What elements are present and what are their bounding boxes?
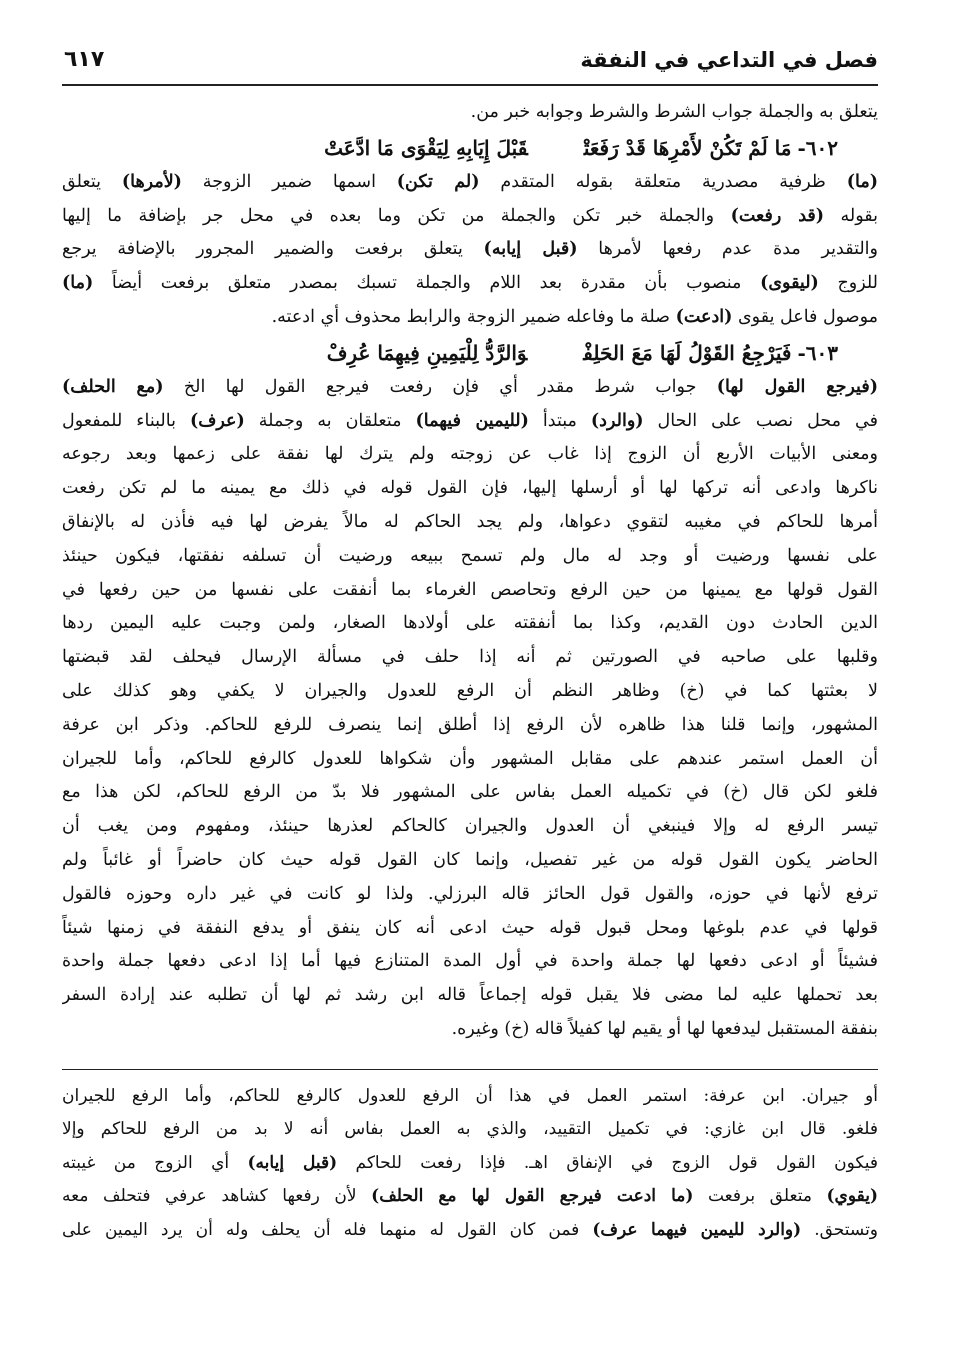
line-part: والجملة خبر تكن والجملة من تكن وما بعده في محل جر بإضافة ما إليها bbox=[62, 205, 731, 226]
footnotes bbox=[62, 1080, 878, 1248]
term: (قبل إيابه) bbox=[247, 1152, 338, 1173]
line-part: موصول فاعل يقوى bbox=[732, 306, 878, 327]
line-part: أي الزوج من غيبته bbox=[62, 1152, 248, 1173]
text-line: وقلبها على صاحبه في الصورتين ثم أنه إذا حلف في مسألة الإرسال فيحلف لقد قبضتها bbox=[62, 647, 878, 668]
line-part: فيكون القول قول الزوج في الإنفاق اهـ. فإذا رفعت للحاكم bbox=[337, 1152, 878, 1173]
term: (والرد لليمين فيهما عرف) bbox=[592, 1219, 802, 1240]
term: (فيرجع القول لها) bbox=[716, 376, 878, 397]
text-line bbox=[62, 233, 878, 267]
line-part: متعلقان به وجملة bbox=[244, 410, 416, 431]
term: (مع الحلف) bbox=[62, 376, 164, 397]
text-line: ناكرها وادعى أنه تركها لها أو أرسلها إليها، فإن القول قوله في ذلك مع يمينه ما لم تكن رفعت bbox=[62, 478, 878, 499]
term: (لليمين فيهما) bbox=[415, 410, 529, 431]
line-part: جواب شرط مقدر أي فإن رفعت فيرجع القول لها الخ bbox=[163, 376, 717, 397]
term: (يقوي) bbox=[826, 1186, 878, 1207]
line-part: مبتدأ bbox=[528, 410, 591, 431]
term: (قد رفعت) bbox=[730, 205, 825, 226]
line-part: يتعلق برفعت والضمير المجرور بالإضافة يرجع bbox=[62, 239, 484, 260]
term: (عرف) bbox=[189, 410, 245, 431]
text-line: أمرها للحاكم في مغيبه لتقوي دعواها، ولم يجد الحاكم له مالاً يفرض لها فيه فأذن له بالإنفاق bbox=[62, 511, 878, 532]
page-header bbox=[62, 38, 878, 86]
footnote-line bbox=[62, 1180, 878, 1214]
verse-603 bbox=[62, 335, 878, 371]
verse-hemistich-2: وَالرَّدُّ لِلْيَمِينِ فِيهِمَا عُرِفْ bbox=[326, 340, 528, 365]
term: (لم تكن) bbox=[396, 171, 480, 192]
term: (ما) bbox=[846, 171, 878, 192]
line-part: يتعلق bbox=[62, 171, 122, 192]
text-line bbox=[62, 200, 878, 234]
line-part: متعلق برفعت bbox=[693, 1186, 827, 1207]
page-number: ٦١٧ bbox=[64, 47, 105, 72]
text-line: على نفسها ورضيت أو وجد له مال ولم تسمح ببيعه ورضيت أن تسلفه نفقتها، فيكون حينئذ bbox=[62, 545, 878, 566]
text-line: فلغو لكن قال (خ) في تكميله العمل بفاس على المشهور فلا بدّ من الرفع للحاكم، لكن هذا مع bbox=[62, 782, 878, 803]
text-line bbox=[62, 405, 878, 439]
footnote-line: أو جيران. ابن عرفة: استمر العمل في هذا أن الرفع للعدول كالرفع للحاكم، وأما الرفع للجيران bbox=[62, 1085, 878, 1106]
footnote-divider bbox=[62, 1069, 878, 1070]
line-part: لأن رفعها كشاهد عرفي فتحلف معه bbox=[62, 1186, 372, 1207]
verse-hemistich-1: مَا لَمْ تَكُنْ لأَمْرِهَا قَدْ رَفَعَتْ bbox=[583, 135, 792, 160]
term: (ادعت) bbox=[675, 306, 733, 327]
page-title: فصل في التداعي في النفقة bbox=[580, 48, 878, 72]
text-line: قولها في عدم بلوغها ومحل قبول قوله حيث ادعى أنه كان ينفق أو يدفع النفقة في زمنها شيئاً bbox=[62, 917, 878, 938]
line-part: بالبناء للمفعول bbox=[62, 410, 190, 431]
text-line: بنفقة المستقبل ليدفعها لها أو يقيم لها كفيلاً قاله (خ) وغيره. bbox=[451, 1018, 878, 1039]
term: (ليقوى) bbox=[760, 273, 819, 294]
text-line: يتعلق به والجملة جواب الشرط والشرط وجوابه خبر من. bbox=[470, 102, 878, 122]
verse-number: ٦٠٢- bbox=[797, 135, 838, 160]
verse-number: ٦٠٣- bbox=[797, 340, 838, 365]
text-line: لا بعثتها كما في (خ) وظاهر النظم أن الرفع للعدول والجيران لا يكفي وهو كذلك على bbox=[62, 680, 878, 701]
book-page bbox=[62, 38, 878, 1338]
line-part: بقوله bbox=[824, 205, 878, 226]
line-part: صلة ما وفاعله ضمير الزوجة والرابط محذوف أي ادعته. bbox=[271, 306, 676, 327]
text-line: بعد تحملها عليه لما مضى فلا يقبل قوله إجماعاً قاله ابن رشد ثم لها أن تطلبه عند إرادة السفر bbox=[62, 985, 878, 1006]
term: (لأمرها) bbox=[121, 171, 182, 192]
line-part: وتستحق. bbox=[801, 1219, 878, 1240]
verse-hemistich-1: فَيَرْجِعُ القَوْلُ لَهَا مَعَ الحَلِفْ bbox=[583, 340, 792, 365]
term: (ما ادعت فيرجع القول لها مع الحلف) bbox=[371, 1186, 694, 1207]
text-line: تيسر الرفع له وإلا فينبغي أن العدول والجيران كالحاكم لعذرها حينئذ، ومفهوم ومن يغب أن bbox=[62, 816, 878, 837]
text-line bbox=[62, 267, 878, 301]
line-part: منصوب بأن مقدرة بعد اللام والجملة تسبك بمصدر متعلق برفعت أيضاً bbox=[93, 273, 761, 294]
term: (قبل إيابه) bbox=[483, 239, 578, 260]
term: (ما) bbox=[62, 273, 94, 294]
footnote-line bbox=[62, 1147, 878, 1181]
text-line: الحاضر يكون القول قوله من غير تفصيل، وإنما كان القول قوله حيث كان حاضراً أو غائباً ولم bbox=[62, 849, 878, 870]
verse-hemistich-2: قَبْلَ إِيَابِهِ لِيَقْوَى مَا ادَّعَتْ bbox=[324, 135, 528, 160]
line-part: اسمها ضمير الزوجة bbox=[181, 171, 397, 192]
footnote-line bbox=[62, 1214, 878, 1248]
text-line: أن العمل استمر عندهم على مقابل المشهور وأن شكواها للعدول كالرفع للحاكم، وأما للجيران bbox=[62, 748, 878, 769]
text-line bbox=[62, 166, 878, 200]
line-part: في محل نصب على الحال bbox=[643, 410, 878, 431]
verse-602 bbox=[62, 130, 878, 166]
text-line: القول قولها مع يمينها من حين الرفع وتحاصص الغرماء بما أنفقت على نفسها من حين رفعها في bbox=[62, 579, 878, 600]
line-part: للزوج bbox=[818, 273, 878, 294]
main-text bbox=[62, 86, 878, 1047]
text-line bbox=[62, 301, 878, 335]
text-line: المشهور، وإنما قلنا هذا ظاهره لأن الرفع إذا أطلق إنما ينصرف للرفع للحاكم. وذكر ابن عرفة bbox=[62, 714, 878, 735]
term: (والرد) bbox=[590, 410, 644, 431]
footnote-line: فلغو. قال ابن غازي: في تكميل التقييد، والذي به العمل بفاس أنه لا بد من الرفع للحاكم وإلا bbox=[62, 1119, 878, 1140]
text-line bbox=[62, 371, 878, 405]
text-line: فشيئاً أو ادعى دفعها لها جملة واحدة في أول المدة المتنازع فيها أما إذا ادعى دفعها جملة واحدة bbox=[62, 951, 878, 972]
line-part: فمن كان القول له منهما فله أن يحلف وله أن يرد اليمين على bbox=[62, 1219, 593, 1240]
text-line: ومعنى الأبيات الأربع أن الزوج إذا غاب عن زوجته ولم يترك لها نفقة على زعمها وبعد رجوعه bbox=[62, 444, 878, 465]
line-part: والتقدير مدة عدم رفعها لأمرها bbox=[577, 239, 878, 260]
text-line: الدين الحادث دون القديم، وكذا بما أنفقته على أولادها الصغار، ولمن وجبت عليه اليمين ردها bbox=[62, 613, 878, 634]
line-part: ظرفية مصدرية متعلقة بقوله المتقدم bbox=[479, 171, 847, 192]
text-line: ترفع لأنها في حوزه، والقول قول الحائز قاله البرزلي. ولذا لو كانت في غير داره وحوزه فالقول bbox=[62, 883, 878, 904]
